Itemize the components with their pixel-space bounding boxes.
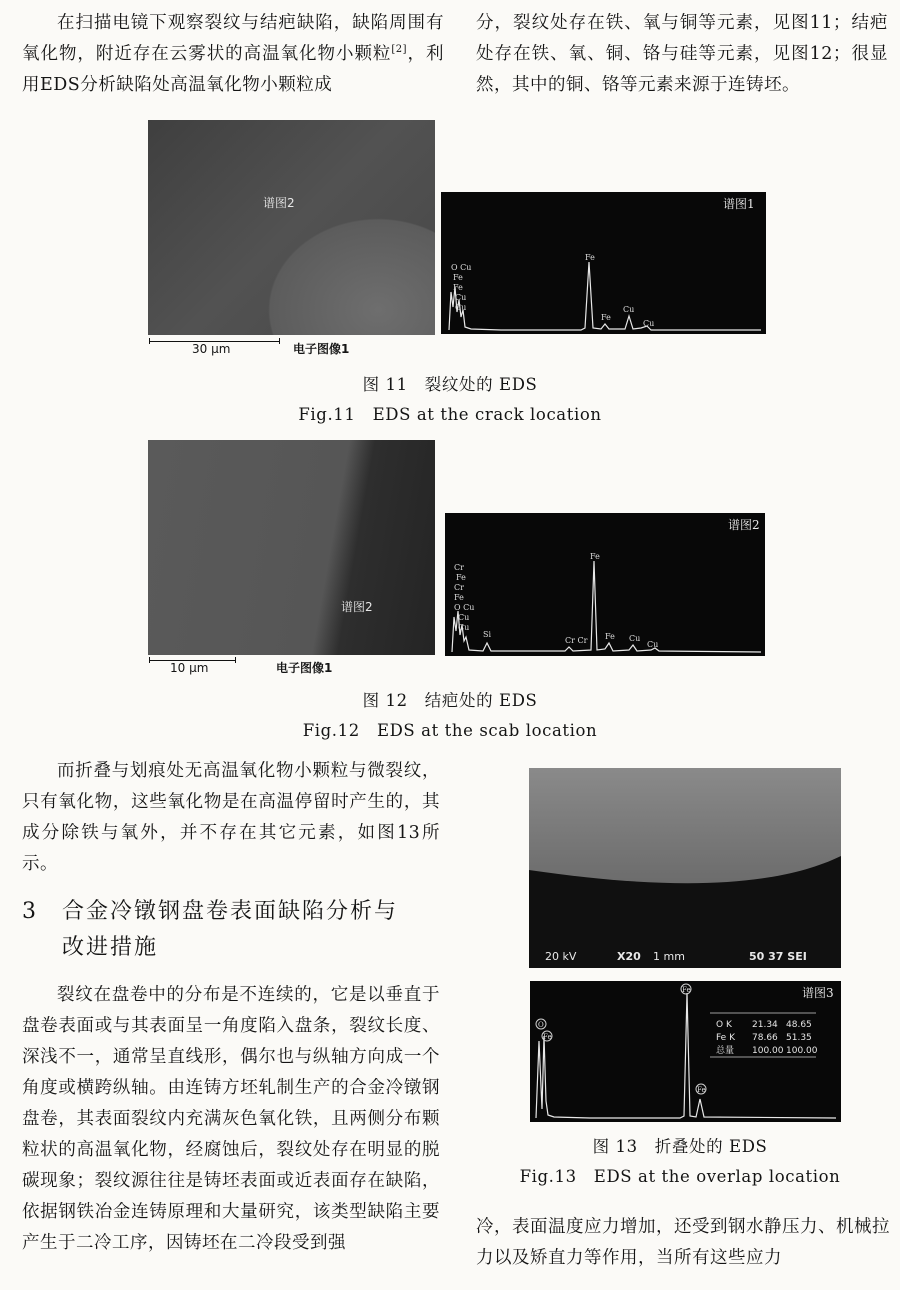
fig13-sem-surface <box>529 768 841 968</box>
section-number: 3 <box>22 899 38 924</box>
fig11-peak-label: Cu <box>455 293 467 302</box>
fig13-table-cell: 21.34 <box>752 1020 778 1030</box>
fig13-caption-en: Fig.13 EDS at the overlap location <box>519 1167 841 1186</box>
fig11-peak-label: O Cu <box>451 263 472 272</box>
fig13-spectrum-plot <box>530 981 841 1122</box>
fig11-peak-label: Cu <box>455 303 467 312</box>
fig11-peak-label: Cu <box>623 305 635 314</box>
fig13-caption-cn: 图 13 折叠处的 EDS <box>592 1137 768 1156</box>
fig13-peak-label: Fe <box>543 1033 552 1041</box>
fig13-peak-label: O <box>538 1021 544 1029</box>
fig11-peak-label: Fe <box>453 283 463 292</box>
fig12-spectrum-plot <box>445 513 765 656</box>
fig12-scale-text: 10 μm <box>170 661 209 675</box>
fig11-image-label: 电子图像1 <box>293 342 350 356</box>
fig13-table-cell: Fe K <box>716 1033 735 1043</box>
fig13-sem-image <box>529 768 841 968</box>
fig13-mag: X20 <box>617 950 641 963</box>
section-title-line1: 合金冷镦钢盘卷表面缺陷分析与 <box>62 899 399 924</box>
overlap-paragraph: 而折叠与划痕处无高温氧化物小颗粒与微裂纹，只有氧化物，这些氧化物是在高温停留时产生的，其成分除铁与氧外，并不存在其它元素，如图13所示。 <box>22 761 440 874</box>
fig11-sem-label: 谱图2 <box>263 196 295 210</box>
fig13-table-cell: 总量 <box>716 1046 735 1056</box>
citation-ref: [2] <box>391 44 408 56</box>
fig12-peak-label: Fe <box>605 632 615 641</box>
fig11-spectrum-plot <box>441 192 766 334</box>
intro-paragraph-left <box>22 8 444 101</box>
fig12-peak-label: Cu <box>458 623 470 632</box>
fig12-peak-label: Cu <box>458 613 470 622</box>
fig13-table-cell: 51.35 <box>786 1033 812 1043</box>
continuation-paragraph-right: 冷，表面温度应力增加，还受到钢水静压力、机械拉力以及矫直力等作用，当所有这些应力 <box>476 1217 890 1268</box>
fig13-table-cell: O K <box>716 1020 732 1030</box>
fig12-peak-label: Si <box>483 630 492 639</box>
fig13-id: 50 37 SEI <box>749 950 807 963</box>
fig12-sem-image <box>148 440 435 655</box>
fig13-scale: 1 mm <box>653 950 685 963</box>
fig13-table-cell: 100.00 <box>786 1046 818 1056</box>
fig11-peak-label: Fe <box>453 273 463 282</box>
fig13-table-cell: 100.00 <box>752 1046 784 1056</box>
fig13-kv: 20 kV <box>545 950 577 963</box>
fig12-eds-spectrum <box>445 513 765 656</box>
fig13-peak-label: Fe <box>682 986 691 994</box>
fig11-sem-image <box>148 120 435 335</box>
fig13-table-cell: 78.66 <box>752 1033 778 1043</box>
section-body-paragraph: 裂纹在盘卷中的分布是不连续的，它是以垂直于盘卷表面或与其表面呈一角度陷入盘条，裂纹长度、深浅不一，通常呈直线形，偶尔也与纵轴方向成一个角度或横跨纵轴。由连铸方坯轧制生产的合金冷镦钢盘卷，其表面裂纹内充满灰色氧化铁，且两侧分布颗粒状的高温氧化物，经腐蚀后，裂纹处存在明显的脱碳现象；裂纹源往往是铸坯表面或近表面存在缺陷，依据钢铁冶金连铸原理和大量研究，该类型缺陷主要产生于二冷工序，因铸坯在二冷段受到强 <box>22 985 440 1253</box>
fig12-peak-label: Fe <box>456 573 466 582</box>
fig12-spectrum-title: 谱图2 <box>728 518 760 532</box>
fig12-peak-label: Cr Cr <box>565 636 588 645</box>
fig12-caption-cn: 图 12 结疤处的 EDS <box>362 691 538 710</box>
fig11-peak-label: Cu <box>643 319 655 328</box>
fig11-scalebar-tick-left <box>149 338 150 344</box>
fig12-peak-label: Fe <box>454 593 464 602</box>
fig12-sem-label: 谱图2 <box>341 600 373 614</box>
section-heading <box>22 894 442 966</box>
fig11-caption-cn: 图 11 裂纹处的 EDS <box>362 375 538 394</box>
intro-paragraph-right: 分，裂纹处存在铁、氧与铜等元素，见图11；结疤处存在铁、氧、铜、铬与硅等元素，见图12；很显然，其中的铜、铬等元素来源于连铸坯。 <box>476 13 888 95</box>
fig12-image-label: 电子图像1 <box>276 661 333 675</box>
fig12-peak-label: O Cu <box>454 603 475 612</box>
fig12-caption-en: Fig.12 EDS at the scab location <box>302 721 598 740</box>
fig11-caption-en: Fig.11 EDS at the crack location <box>298 405 602 424</box>
fig11-scalebar-tick-right <box>279 338 280 344</box>
fig12-peak-label: Fe <box>590 552 600 561</box>
fig11-scale-text: 30 μm <box>192 342 231 356</box>
intro-text-a: 在扫描电镜下观察裂纹与结疤缺陷，缺陷周围有氧化物，附近存在云雾状的高温氧化物小颗粒 <box>22 13 444 64</box>
fig11-peak-label: Fe <box>601 313 611 322</box>
fig13-table-cell: 48.65 <box>786 1020 812 1030</box>
fig12-peak-label: Cu <box>647 640 659 649</box>
fig12-peak-label: Cu <box>629 634 641 643</box>
fig13-eds-spectrum <box>530 981 841 1122</box>
intro-text-b: ，利用EDS分析缺陷处高温氧化物小颗粒成 <box>22 44 445 95</box>
section-title-line2: 改进措施 <box>62 935 159 960</box>
fig13-peak-label: Fe <box>697 1086 706 1094</box>
fig11-spectrum-title: 谱图1 <box>723 197 755 211</box>
fig11-peak-label: Fe <box>585 253 595 262</box>
fig12-peak-label: Cr <box>454 583 464 592</box>
fig13-spectrum-title: 谱图3 <box>802 986 834 1000</box>
fig11-eds-spectrum <box>441 192 766 334</box>
fig12-scalebar-tick-right <box>235 657 236 663</box>
fig12-peak-label: Cr <box>454 563 464 572</box>
fig12-scalebar-tick-left <box>149 657 150 663</box>
